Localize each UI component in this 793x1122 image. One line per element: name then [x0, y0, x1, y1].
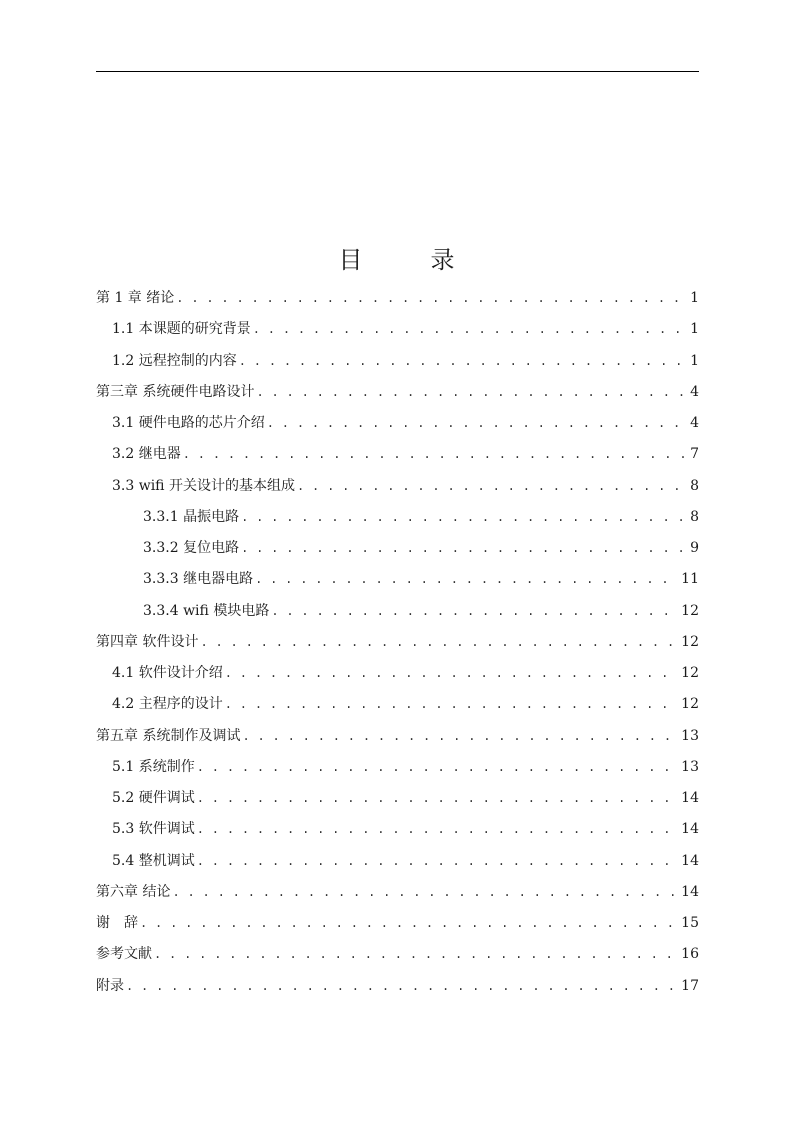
toc-dot-leader: [256, 377, 688, 408]
toc-entry-page-number: 12: [681, 696, 699, 713]
toc-entry-label: 3.3 wifi 开关设计的基本组成: [112, 477, 295, 494]
toc-entry-page-number: 14: [681, 852, 699, 869]
toc-entry-label: 第三章 系统硬件电路设计: [96, 383, 255, 400]
toc-entry-page-number: 11: [681, 571, 699, 588]
toc-entry-page-number: 12: [681, 665, 699, 681]
toc-entry-label: 谢 辞: [96, 915, 138, 931]
toc-dot-leader: [197, 846, 679, 877]
toc-entry-label: 3.3.2 复位电路: [143, 540, 240, 556]
toc-entry-label: 4.2 主程序的设计: [112, 696, 223, 713]
toc-entry[interactable]: [96, 596, 699, 627]
header-rule: [96, 71, 699, 72]
toc-entry-page-number: 12: [681, 633, 699, 650]
toc-entry-page-number: 16: [681, 946, 699, 963]
toc-entry-label: 3.3.4 wifi 模块电路: [143, 602, 270, 619]
toc-entry[interactable]: [96, 814, 699, 845]
toc-dot-leader: [200, 627, 679, 658]
toc-dot-leader: [297, 471, 688, 502]
toc-entry-page-number: 13: [681, 727, 699, 744]
toc-entry-label: 3.3.3 继电器电路: [143, 571, 254, 588]
toc-dot-leader: [172, 877, 679, 908]
toc-dot-leader: [176, 283, 688, 314]
toc-entry-label: 4.1 软件设计介绍: [112, 665, 223, 681]
toc-dot-leader: [241, 502, 688, 533]
toc-entry[interactable]: [96, 689, 699, 720]
toc-entry-page-number: 7: [690, 446, 699, 463]
toc-dot-leader: [126, 971, 679, 1002]
toc-entry[interactable]: [96, 408, 699, 439]
toc-entry[interactable]: [96, 533, 699, 564]
toc-entry-page-number: 14: [681, 821, 699, 838]
toc-entry[interactable]: [96, 658, 699, 689]
toc-entry-page-number: 15: [681, 915, 699, 931]
toc-dot-leader: [183, 439, 688, 470]
toc-entry[interactable]: [96, 752, 699, 783]
toc-entry[interactable]: [96, 721, 699, 752]
toc-entry[interactable]: [96, 846, 699, 877]
toc-dot-leader: [267, 408, 688, 439]
toc-dot-leader: [197, 752, 679, 783]
toc-entry-label: 3.1 硬件电路的芯片介绍: [112, 415, 265, 431]
toc-entry-page-number: 13: [681, 758, 699, 775]
toc-entry[interactable]: [96, 971, 699, 1002]
toc-entry-label: 第六章 结论: [96, 883, 171, 900]
toc-entry-label: 第五章 系统制作及调试: [96, 727, 241, 744]
toc-entry-page-number: 1: [690, 352, 699, 369]
toc-entry-label: 参考文献: [96, 946, 152, 963]
toc-entry-page-number: 17: [681, 977, 699, 994]
toc-entry[interactable]: [96, 283, 699, 314]
toc-dot-leader: [242, 721, 679, 752]
toc-entry-page-number: 9: [690, 540, 699, 556]
toc-entry[interactable]: [96, 314, 699, 345]
toc-entry[interactable]: [96, 377, 699, 408]
toc-entry-label: 5.2 硬件调试: [112, 790, 195, 806]
toc-entry-label: 3.3.1 晶振电路: [143, 508, 240, 525]
toc-entry-page-number: 8: [690, 508, 699, 525]
toc-dot-leader: [241, 533, 688, 564]
toc-entry[interactable]: [96, 908, 699, 939]
toc-entry-page-number: 14: [681, 883, 699, 900]
toc-entry[interactable]: [96, 877, 699, 908]
toc-entry-label: 第四章 软件设计: [96, 633, 199, 650]
toc-entry[interactable]: [96, 783, 699, 814]
toc-entry-page-number: 4: [690, 383, 699, 400]
toc-entry-label: 1.2 远程控制的内容: [112, 352, 237, 369]
toc-dot-leader: [197, 783, 679, 814]
toc-dot-leader: [140, 908, 679, 939]
toc-entry-label: 第 1 章 绪论: [96, 290, 175, 306]
toc-entry-page-number: 12: [681, 602, 699, 619]
toc-entry-label: 1.1 本课题的研究背景: [112, 321, 251, 338]
toc-entry[interactable]: [96, 939, 699, 970]
toc-entry-label: 5.1 系统制作: [112, 758, 195, 775]
toc-title: 目 录: [338, 246, 477, 274]
toc-dot-leader: [271, 596, 679, 627]
toc-entry-label: 3.2 继电器: [112, 446, 181, 463]
toc-entry[interactable]: [96, 346, 699, 377]
toc-entry-page-number: 1: [690, 290, 699, 306]
toc-entry[interactable]: [96, 564, 699, 595]
toc-entry-page-number: 4: [690, 415, 699, 431]
toc-entry[interactable]: [96, 502, 699, 533]
toc-entry-label: 5.4 整机调试: [112, 852, 195, 869]
toc-dot-leader: [239, 346, 688, 377]
toc-list: [96, 283, 699, 1002]
toc-dot-leader: [225, 658, 679, 689]
toc-entry[interactable]: [96, 471, 699, 502]
toc-dot-leader: [197, 814, 679, 845]
toc-entry-label: 附录: [96, 977, 124, 994]
toc-dot-leader: [225, 689, 679, 720]
toc-entry-page-number: 14: [681, 790, 699, 806]
toc-entry-page-number: 1: [690, 321, 699, 338]
toc-entry-label: 5.3 软件调试: [112, 821, 195, 838]
toc-entry-page-number: 8: [690, 477, 699, 494]
toc-dot-leader: [154, 939, 679, 970]
toc-dot-leader: [255, 564, 679, 595]
toc-entry[interactable]: [96, 627, 699, 658]
toc-entry[interactable]: [96, 439, 699, 470]
toc-dot-leader: [253, 314, 688, 345]
